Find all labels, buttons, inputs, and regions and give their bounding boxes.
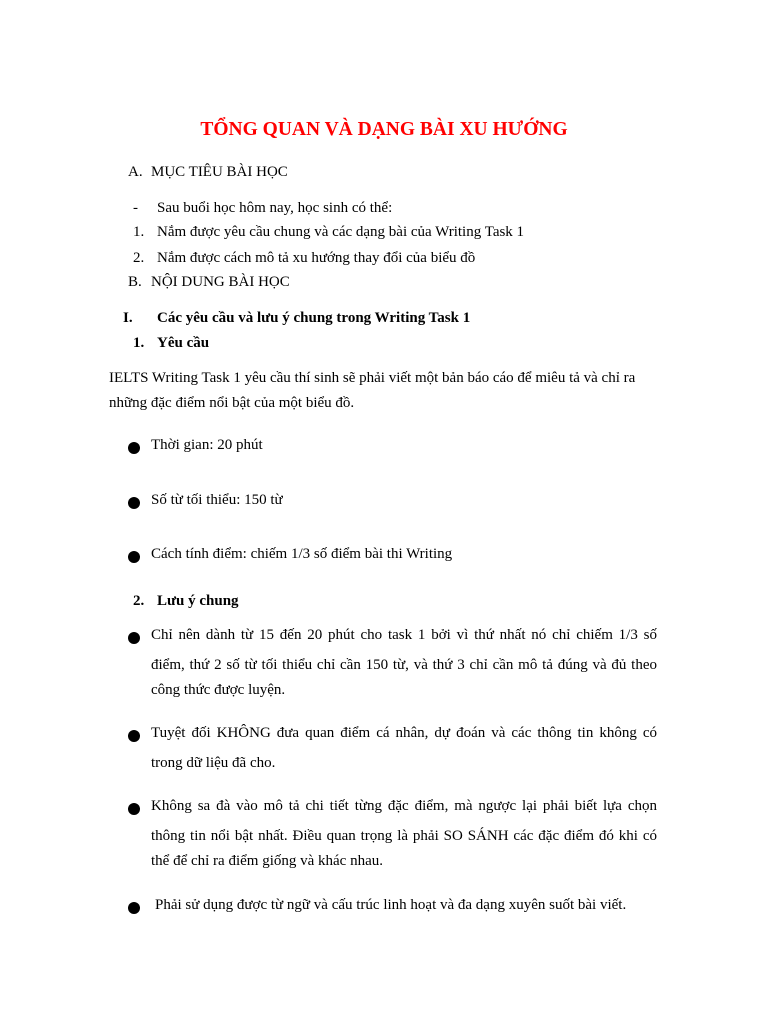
paragraph-line: IELTS Writing Task 1 yêu cầu thí sinh sẽ phải viết một bản báo cáo để miêu tả và chỉ ra bbox=[109, 370, 636, 386]
requirement-item: Thời gian: 20 phút bbox=[151, 437, 263, 453]
note-line: Chỉ nên dành từ 15 đến 20 phút cho task 1 bởi vì thứ nhất nó chỉ chiếm 1/3 số bbox=[151, 627, 657, 643]
part-1-heading: Các yêu cầu và lưu ý chung trong Writing Task 1 bbox=[157, 310, 471, 326]
bullet-icon bbox=[128, 442, 140, 454]
section-b-heading: NỘI DUNG BÀI HỌC bbox=[151, 274, 290, 290]
section-a-marker: A. bbox=[128, 164, 143, 180]
paragraph-line: những đặc điểm nổi bật của một biểu đồ. bbox=[109, 395, 355, 411]
bullet-icon bbox=[128, 730, 140, 742]
note-line: Phải sử dụng được từ ngữ và cấu trúc linh hoạt và đa dạng xuyên suốt bài viết. bbox=[155, 897, 627, 913]
goal-marker: 1. bbox=[133, 224, 145, 240]
goal-text: Nắm được cách mô tả xu hướng thay đổi của biểu đồ bbox=[157, 250, 476, 266]
intro-text: Sau buổi học hôm nay, học sinh có thể: bbox=[157, 200, 393, 216]
note-line: thể để chỉ ra điểm giống và khác nhau. bbox=[151, 853, 384, 869]
note-line: công thức được luyện. bbox=[151, 682, 286, 698]
part-1-marker: I. bbox=[123, 310, 133, 326]
sub-1-heading: Yêu cầu bbox=[157, 335, 210, 351]
section-a-heading: MỤC TIÊU BÀI HỌC bbox=[151, 164, 288, 180]
sub-1-marker: 1. bbox=[133, 335, 145, 351]
bullet-icon bbox=[128, 632, 140, 644]
bullet-icon bbox=[128, 551, 140, 563]
bullet-icon bbox=[128, 803, 140, 815]
intro-marker: - bbox=[133, 200, 138, 216]
requirement-item: Số từ tối thiểu: 150 từ bbox=[151, 492, 283, 508]
note-line: Tuyệt đối KHÔNG đưa quan điểm cá nhân, dự đoán và các thông tin không có bbox=[151, 725, 657, 741]
note-line: thông tin nổi bật nhất. Điều quan trọng là phải SO SÁNH các đặc điểm đó khi có bbox=[151, 828, 657, 844]
bullet-icon bbox=[128, 497, 140, 509]
sub-2-marker: 2. bbox=[133, 593, 145, 609]
bullet-icon bbox=[128, 902, 140, 914]
requirement-item: Cách tính điểm: chiếm 1/3 số điểm bài thi Writing bbox=[151, 546, 453, 562]
note-line: điểm, thứ 2 số từ tối thiểu chỉ cần 150 từ, và thứ 3 chỉ cần mô tả đúng và đủ theo bbox=[151, 657, 657, 673]
goal-marker: 2. bbox=[133, 250, 145, 266]
note-line: Không sa đà vào mô tả chi tiết từng đặc điểm, mà ngược lại phải biết lựa chọn bbox=[151, 798, 657, 814]
section-b-marker: B. bbox=[128, 274, 142, 290]
page-title: TỔNG QUAN VÀ DẠNG BÀI XU HƯỚNG bbox=[200, 119, 568, 140]
sub-2-heading: Lưu ý chung bbox=[157, 593, 239, 609]
goal-text: Nắm được yêu cầu chung và các dạng bài của Writing Task 1 bbox=[157, 224, 525, 240]
note-line: trong dữ liệu đã cho. bbox=[151, 755, 276, 771]
